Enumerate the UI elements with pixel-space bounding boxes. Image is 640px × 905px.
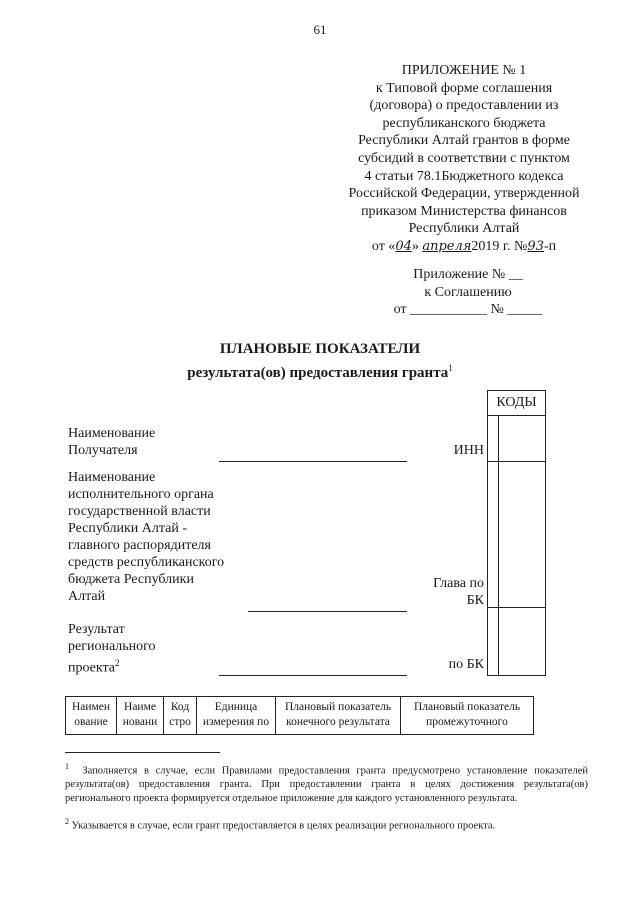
authority-label-line: средств республиканского	[68, 555, 225, 570]
appendix-header	[330, 62, 598, 256]
appendix-title: ПРИЛОЖЕНИЕ № 1	[401, 63, 527, 78]
header-line: измерения по	[202, 716, 270, 728]
codes-column	[487, 390, 546, 676]
document-heading	[0, 340, 640, 383]
header-line: Плановый показатель	[284, 701, 392, 713]
agreement-line: от ___________ № _____	[393, 302, 543, 318]
footnote-mark: 2	[115, 658, 120, 668]
table-header-row	[66, 697, 534, 735]
header-line: Плановый показатель	[413, 701, 521, 713]
project-label-line: регионального	[68, 639, 156, 654]
head-bk-line: БК	[466, 593, 484, 608]
heading-subtitle-text: результата(ов) предоставления гранта	[187, 365, 449, 381]
project-label	[68, 621, 156, 677]
codes-divider	[498, 415, 499, 676]
table-header-cell	[276, 697, 401, 735]
handwritten-month: апреля	[422, 238, 472, 254]
table-header-cell	[117, 697, 164, 735]
appendix-line: Республики Алтай грантов в форме	[358, 133, 570, 149]
date-suffix: -п	[543, 238, 557, 254]
agreement-reference	[368, 266, 568, 319]
table-header-cell	[401, 697, 534, 735]
agreement-line: к Соглашению	[424, 284, 512, 300]
codes-header: КОДЫ	[496, 395, 537, 410]
table-header-cell	[197, 697, 276, 735]
date-prefix: от «	[371, 238, 396, 254]
footnote-text: Указывается в случае, если грант предоставляется в целях реализации регионального проекта.	[71, 820, 496, 832]
date-mid: »	[411, 238, 423, 254]
table-header-cell	[66, 697, 117, 735]
table-header-cell	[164, 697, 197, 735]
handwritten-day: 04	[395, 238, 412, 254]
footnote-mark: 2	[65, 817, 69, 826]
header-line: конечного результата	[286, 716, 390, 728]
inn-label: ИНН	[453, 443, 484, 458]
header-line: Наиме	[124, 701, 156, 713]
code-cell-head-bk[interactable]	[488, 461, 545, 607]
appendix-line: субсидий в соответствии с пунктом	[358, 150, 570, 166]
header-line: новани	[122, 716, 158, 728]
authority-label-line: главного распорядителя	[68, 538, 211, 553]
heading-subtitle	[0, 359, 640, 383]
footnote-text: Заполняется в случае, если Правилами предоставления гранта предусмотрено установление показателей результата(ов) предоставления гранта. При предоставлении гранта в целях достижения результата(ов) регионального проекта формируется отдельное приложение для каждого установленного результата.	[65, 765, 589, 804]
header-line: Код	[170, 701, 190, 713]
header-line: ование	[74, 716, 108, 728]
header-line: стро	[169, 716, 191, 728]
code-cell-project[interactable]	[488, 607, 545, 675]
authority-label-line: Алтай	[68, 589, 106, 604]
head-bk-label	[420, 575, 484, 609]
authority-label-line: государственной власти	[68, 504, 211, 519]
recipient-input-line[interactable]	[219, 461, 407, 462]
footnote-separator	[65, 752, 220, 753]
authority-input-line[interactable]	[248, 611, 407, 612]
header-line: промежуточного	[426, 716, 508, 728]
head-bk-line: Глава по	[433, 576, 484, 591]
authority-label-line: бюджета Республики	[68, 572, 194, 587]
appendix-line: Российской Федерации, утвержденной	[348, 186, 580, 202]
recipient-label-line: Получателя	[68, 443, 138, 458]
indicators-table	[65, 696, 534, 735]
project-input-line[interactable]	[219, 675, 407, 676]
authority-label	[68, 469, 224, 605]
authority-label-line: Республики Алтай -	[68, 521, 187, 536]
code-cell-inn[interactable]	[488, 415, 545, 461]
authority-label-line: Наименование	[68, 470, 156, 485]
appendix-line: к Типовой форме соглашения	[375, 80, 553, 96]
agreement-line: Приложение № __	[413, 267, 523, 282]
by-bk-label: по БК	[448, 657, 484, 672]
recipient-label	[68, 425, 155, 459]
appendix-date	[330, 238, 598, 256]
page-number: 61	[313, 22, 327, 37]
appendix-line: Республики Алтай	[408, 221, 520, 237]
appendix-line: 4 статьи 78.1Бюджетного кодекса	[364, 168, 564, 184]
footnote-2	[65, 815, 588, 833]
project-label-line	[68, 655, 156, 677]
appendix-line: республиканского бюджета	[382, 115, 546, 131]
appendix-line: приказом Министерства финансов	[361, 203, 567, 219]
footnote-mark: 1	[448, 363, 453, 373]
project-label-line: Результат	[68, 622, 125, 637]
appendix-line: (договора) о предоставлении из	[369, 98, 559, 114]
authority-label-line: исполнительного органа	[68, 487, 214, 502]
footnote-1	[65, 760, 588, 805]
date-year: 2019 г. №	[471, 238, 528, 254]
header-line: Наимен	[71, 701, 111, 713]
header-line: Единица	[214, 701, 258, 713]
project-label-text: проекта	[68, 660, 115, 676]
footnote-mark: 1	[65, 762, 69, 771]
recipient-label-line: Наименование	[68, 426, 156, 441]
handwritten-number: 93	[527, 238, 544, 254]
heading-title: ПЛАНОВЫЕ ПОКАЗАТЕЛИ	[219, 341, 421, 357]
